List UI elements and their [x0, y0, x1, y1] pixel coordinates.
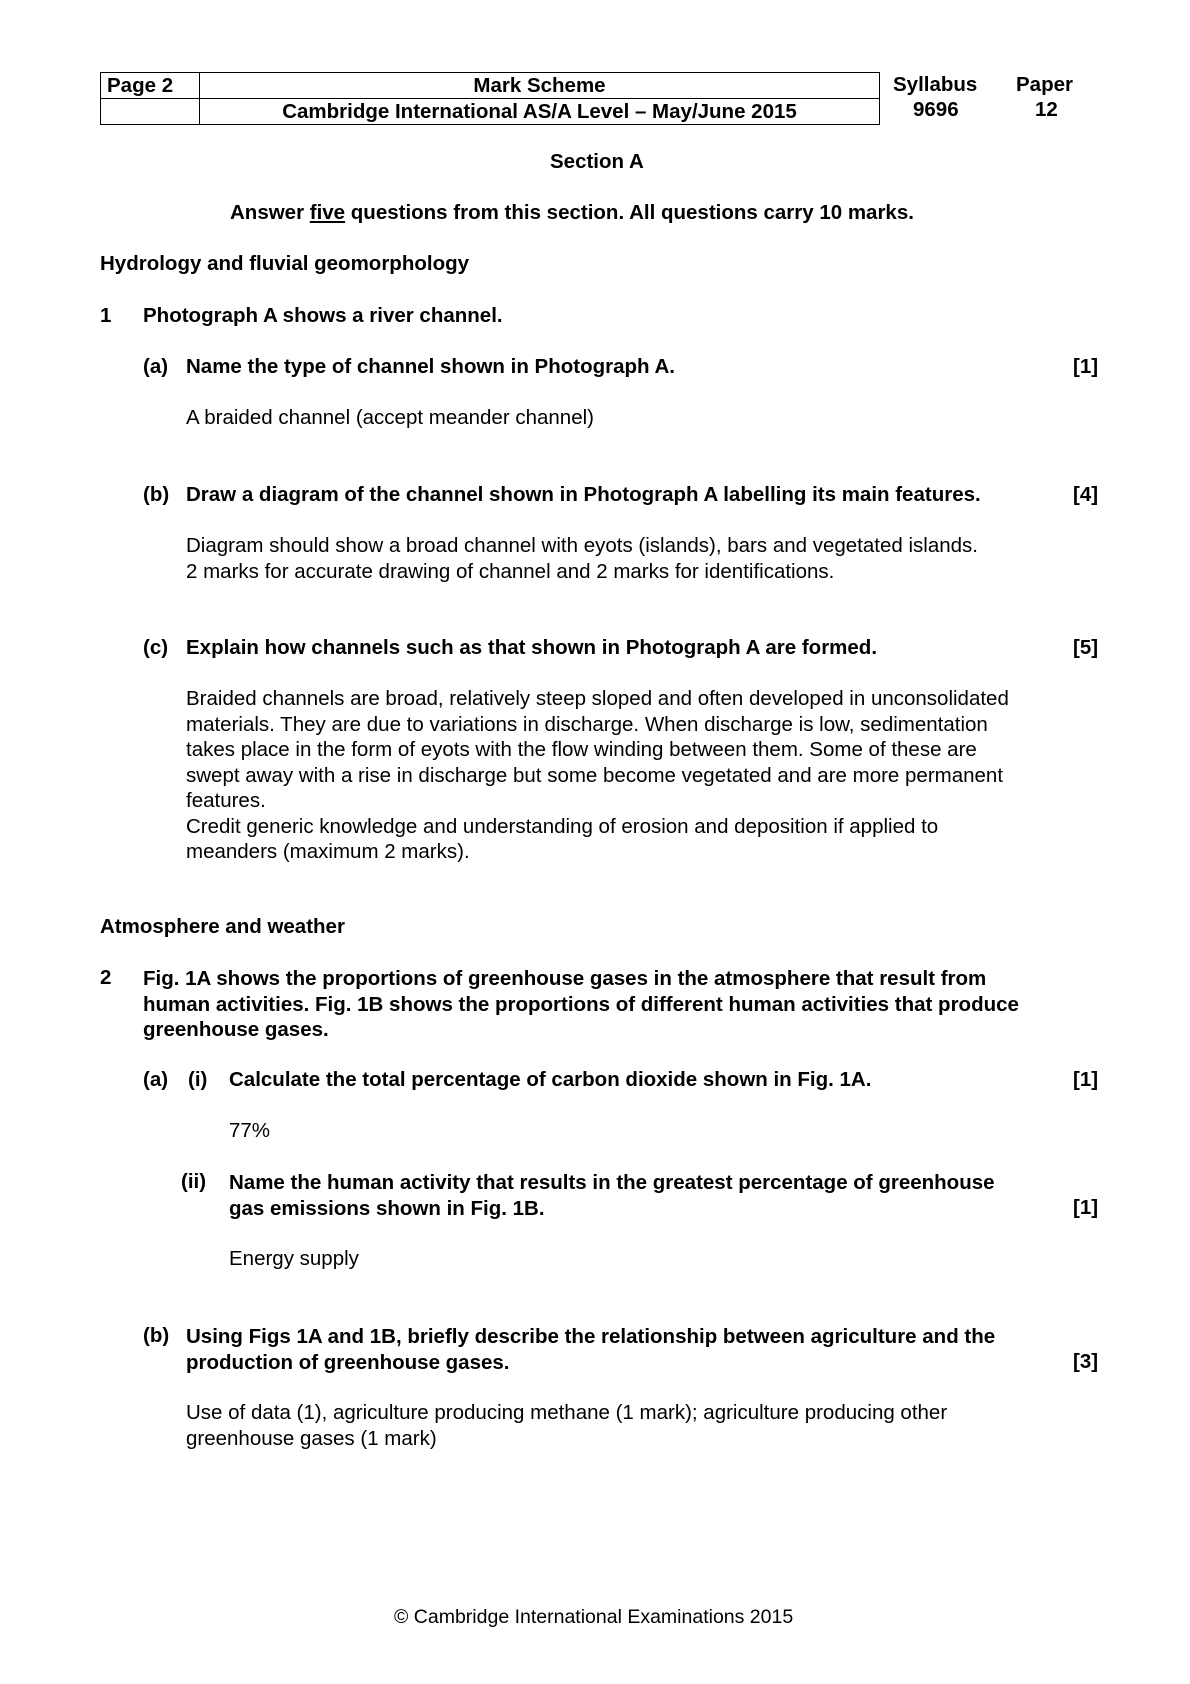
footer-copyright: © Cambridge International Examinations 2015	[394, 1606, 794, 1628]
answer	[186, 1400, 947, 1451]
subpart-label: (i)	[188, 1068, 208, 1091]
marks: [1]	[1073, 355, 1099, 378]
answer	[186, 533, 978, 584]
topic-heading: Atmosphere and weather	[100, 915, 345, 938]
part-question: Name the human activity that results in the greatest percentage of greenhouse gas emissions shown in Fig. 1B.	[229, 1171, 995, 1220]
part-label: (b)	[143, 483, 170, 506]
question-number: 1	[100, 304, 112, 327]
answer-line: meanders (maximum 2 marks).	[186, 840, 470, 863]
marks: [1]	[1073, 1068, 1099, 1091]
document-title: Mark Scheme	[200, 73, 880, 99]
answer-line: 2 marks for accurate drawing of channel and 2 marks for identifications.	[186, 559, 835, 583]
answer-line: features.	[186, 789, 266, 812]
marks: [5]	[1073, 636, 1099, 659]
answer: Energy supply	[229, 1247, 359, 1270]
syllabus-label: Syllabus	[893, 73, 978, 96]
answer-line: materials. They are due to variations in discharge. When discharge is low, sedimentation	[186, 712, 988, 736]
answer-line: takes place in the form of eyots with the flow winding between them. Some of these are	[186, 738, 977, 761]
instruction-emphasis: five	[309, 201, 346, 224]
syllabus-code: 9696	[913, 98, 959, 121]
answer-line: swept away with a rise in discharge but some become vegetated and are more permanent	[186, 763, 1004, 787]
part-label: (a)	[143, 1068, 169, 1091]
header-table	[100, 72, 880, 125]
part-label: (c)	[143, 636, 169, 659]
part-question: Using Figs 1A and 1B, briefly describe the relationship between agriculture and the production of greenhouse gases.	[186, 1325, 996, 1374]
paper-label: Paper	[1016, 73, 1073, 96]
subpart-label: (ii)	[181, 1170, 207, 1193]
exam-name: Cambridge International AS/A Level – May/June 2015	[200, 99, 880, 125]
part-question: Explain how channels such as that shown in Photograph A are formed.	[186, 636, 878, 659]
paper-number: 12	[1035, 98, 1058, 121]
answer: 77%	[229, 1119, 271, 1142]
question-stem: Fig. 1A shows the proportions of greenhouse gases in the atmosphere that result from human activities. Fig. 1B shows the proportions of different human activities that produce greenhouse gases.	[143, 967, 1019, 1041]
page-number: Page 2	[101, 73, 200, 99]
section-instruction: Answer five questions from this section. All questions carry 10 marks.	[230, 201, 914, 224]
part-label: (b)	[143, 1324, 170, 1347]
question-number: 2	[100, 966, 112, 989]
answer-line: Credit generic knowledge and understanding of erosion and deposition if applied to	[186, 814, 939, 838]
answer-line: greenhouse gases (1 mark)	[186, 1426, 437, 1450]
answer-line: Braided channels are broad, relatively steep sloped and often developed in unconsolidated	[186, 687, 1009, 710]
section-title: Section A	[550, 150, 644, 173]
answer-line: Use of data (1), agriculture producing methane (1 mark); agriculture producing other	[186, 1401, 948, 1424]
marks: [4]	[1073, 483, 1099, 506]
part-question: Name the type of channel shown in Photograph A.	[186, 355, 675, 378]
part-question: Draw a diagram of the channel shown in Photograph A labelling its main features.	[186, 483, 981, 506]
part-question: Calculate the total percentage of carbon dioxide shown in Fig. 1A.	[229, 1068, 872, 1091]
answer	[186, 686, 1009, 865]
marks: [1]	[1073, 1196, 1099, 1219]
part-label: (a)	[143, 355, 169, 378]
answer: A braided channel (accept meander channel)	[186, 406, 594, 429]
question-stem: Photograph A shows a river channel.	[143, 304, 503, 327]
marks: [3]	[1073, 1350, 1099, 1373]
topic-heading: Hydrology and fluvial geomorphology	[100, 252, 470, 275]
answer-line: Diagram should show a broad channel with eyots (islands), bars and vegetated islands.	[186, 534, 978, 557]
